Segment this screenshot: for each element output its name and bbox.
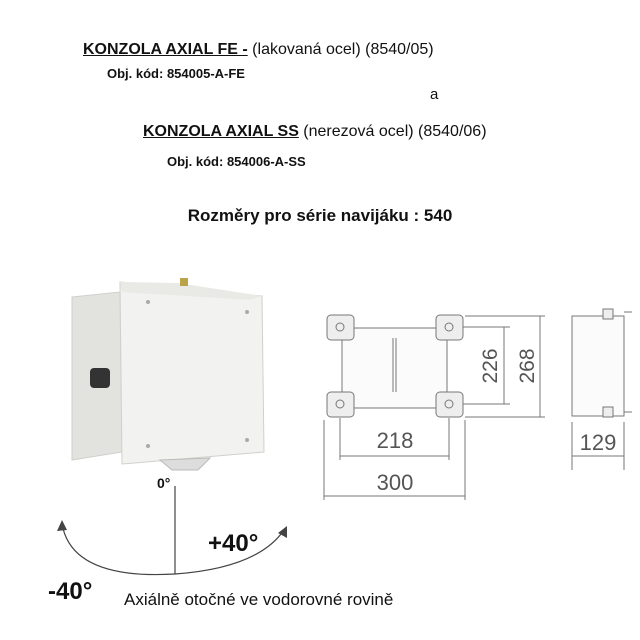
- angle-minus-label: -40°: [48, 578, 93, 605]
- rotation-caption: Axiálně otočné ve vodorovné rovině: [124, 590, 394, 609]
- dim-268-label: 268: [516, 348, 539, 384]
- dim-226-label: 226: [479, 348, 502, 384]
- dim-129-label: 129: [579, 430, 617, 455]
- product-ss-code: Obj. kód: 854006-A-SS: [167, 154, 306, 169]
- dim-300-label: 300: [376, 470, 414, 495]
- dimensions-heading: Rozměry pro série navijáku : 540: [187, 206, 453, 225]
- product-fe-name: KONZOLA AXIAL FE -: [83, 41, 248, 58]
- front-view-drawing: [324, 315, 545, 500]
- conjunction: a: [430, 86, 439, 103]
- angle-plus-label: +40°: [208, 530, 259, 557]
- product-fe-desc: (lakovaná ocel) (8540/05): [247, 41, 434, 58]
- product-ss-name: KONZOLA AXIAL SS: [143, 123, 299, 140]
- arrow-left-icon: [57, 520, 67, 531]
- brass-fitting: [180, 278, 188, 286]
- product-ss-desc: (nerezová ocel) (8540/06): [298, 123, 487, 140]
- knob-icon: [90, 368, 110, 388]
- bracket-photo: [72, 278, 264, 470]
- angle-zero-label: 0°: [157, 475, 171, 491]
- product-fe-code: Obj. kód: 854005-A-FE: [107, 66, 245, 81]
- dim-218-label: 218: [376, 428, 414, 453]
